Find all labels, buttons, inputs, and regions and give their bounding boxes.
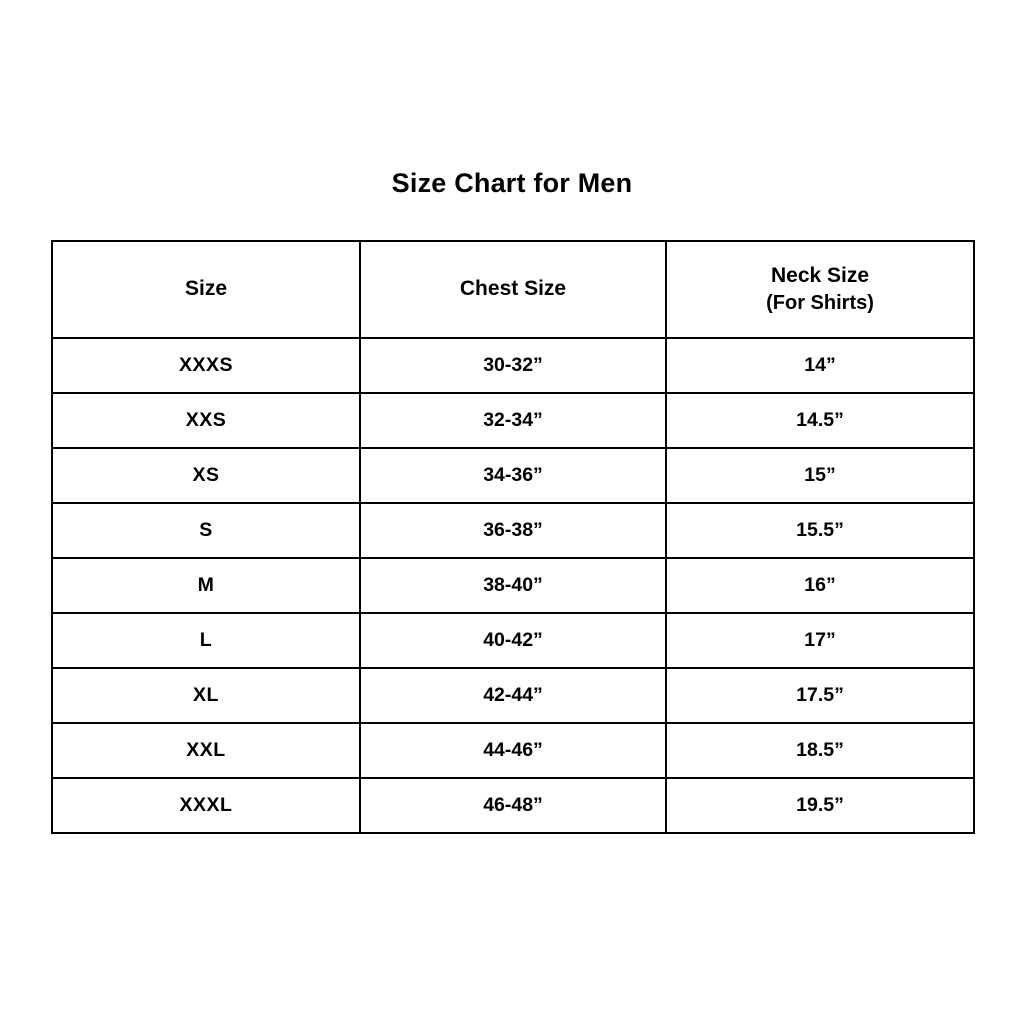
column-header-chest-size xyxy=(360,241,666,338)
cell-size: XXXS xyxy=(52,338,360,393)
cell-size: XXXL xyxy=(52,778,360,833)
table-row xyxy=(52,668,974,723)
cell-neck: 15” xyxy=(666,448,974,503)
cell-neck: 17” xyxy=(666,613,974,668)
column-header-neck-size-label: Neck Size xyxy=(770,263,870,287)
table-row xyxy=(52,558,974,613)
table-row xyxy=(52,778,974,833)
size-chart-table-container xyxy=(51,240,973,834)
table-row xyxy=(52,338,974,393)
cell-chest: 30-32” xyxy=(360,338,666,393)
page-title: Size Chart for Men xyxy=(391,168,633,198)
cell-size: XXL xyxy=(52,723,360,778)
table-row xyxy=(52,448,974,503)
cell-size: L xyxy=(52,613,360,668)
column-header-size-label: Size xyxy=(184,277,228,301)
cell-neck: 14.5” xyxy=(666,393,974,448)
cell-size: S xyxy=(52,503,360,558)
cell-chest: 38-40” xyxy=(360,558,666,613)
table-row xyxy=(52,393,974,448)
cell-size: XS xyxy=(52,448,360,503)
table-header xyxy=(52,241,974,338)
cell-size: XXS xyxy=(52,393,360,448)
table-row xyxy=(52,503,974,558)
cell-chest: 32-34” xyxy=(360,393,666,448)
column-header-size xyxy=(52,241,360,338)
size-chart-table xyxy=(51,240,975,834)
cell-neck: 17.5” xyxy=(666,668,974,723)
column-header-neck-size-sublabel: (For Shirts) xyxy=(766,292,874,315)
cell-neck: 19.5” xyxy=(666,778,974,833)
table-header-row xyxy=(52,241,974,338)
cell-chest: 46-48” xyxy=(360,778,666,833)
cell-size: M xyxy=(52,558,360,613)
table-row xyxy=(52,723,974,778)
table-row xyxy=(52,613,974,668)
cell-neck: 18.5” xyxy=(666,723,974,778)
cell-chest: 34-36” xyxy=(360,448,666,503)
cell-neck: 15.5” xyxy=(666,503,974,558)
table-body xyxy=(52,338,974,833)
column-header-chest-size-label: Chest Size xyxy=(459,277,567,301)
cell-neck: 16” xyxy=(666,558,974,613)
column-header-neck-size xyxy=(666,241,974,338)
cell-chest: 44-46” xyxy=(360,723,666,778)
cell-chest: 36-38” xyxy=(360,503,666,558)
cell-chest: 40-42” xyxy=(360,613,666,668)
cell-chest: 42-44” xyxy=(360,668,666,723)
cell-neck: 14” xyxy=(666,338,974,393)
cell-size: XL xyxy=(52,668,360,723)
